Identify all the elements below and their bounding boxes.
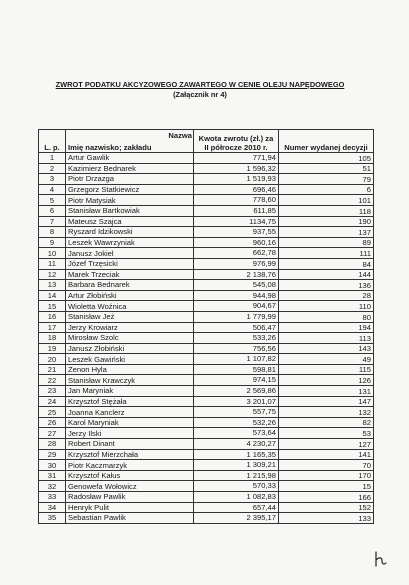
row-lp: 31 [39,470,66,481]
row-amount: 937,55 [194,227,279,238]
row-amount: 611,85 [194,205,279,216]
row-amount: 1 165,35 [194,449,279,460]
row-name: Jan Maryniak [66,386,194,397]
row-decision: 28 [279,290,374,301]
row-lp: 34 [39,502,66,513]
table-row [39,269,374,280]
row-decision: 6 [279,184,374,195]
table-row [39,354,374,365]
row-amount: 4 230,27 [194,439,279,450]
row-amount: 1 519,93 [194,174,279,185]
row-lp: 5 [39,195,66,206]
row-lp: 26 [39,417,66,428]
table-row [39,174,374,185]
row-decision: 194 [279,322,374,333]
row-name: Piotr Drzazga [66,174,194,185]
row-amount: 506,47 [194,322,279,333]
row-decision: 137 [279,227,374,238]
table-row [39,153,374,164]
row-name: Piotr Matysiak [66,195,194,206]
header-name-text: Imię nazwisko; zakładu [68,143,152,152]
row-decision: 144 [279,269,374,280]
row-decision: 141 [279,449,374,460]
row-amount: 532,26 [194,417,279,428]
row-decision: 143 [279,343,374,354]
table-body [39,153,374,524]
table-row [39,343,374,354]
row-decision: 133 [279,513,374,524]
row-lp: 15 [39,301,66,312]
handwritten-signature-icon [373,550,389,568]
row-decision: 89 [279,237,374,248]
row-lp: 23 [39,386,66,397]
row-lp: 25 [39,407,66,418]
row-amount: 904,67 [194,301,279,312]
row-name: Artur Gawlik [66,153,194,164]
row-amount: 976,99 [194,258,279,269]
table-row [39,301,374,312]
row-decision: 126 [279,375,374,386]
row-lp: 21 [39,364,66,375]
row-decision: 53 [279,428,374,439]
header-lp: L. p. [39,130,66,153]
row-amount: 2 569,86 [194,386,279,397]
row-decision: 152 [279,502,374,513]
row-name: Mateusz Szajca [66,216,194,227]
row-lp: 29 [39,449,66,460]
row-name: Karol Maryniak [66,417,194,428]
row-name: Joanna Kanclerz [66,407,194,418]
row-amount: 2 395,17 [194,513,279,524]
row-lp: 2 [39,163,66,174]
table-row [39,333,374,344]
row-name: Krzysztof Mierzchała [66,449,194,460]
row-name: Stanisław Krawczyk [66,375,194,386]
row-decision: 80 [279,311,374,322]
table-row [39,237,374,248]
row-lp: 18 [39,333,66,344]
row-amount: 1 596,32 [194,163,279,174]
row-lp: 7 [39,216,66,227]
row-decision: 166 [279,492,374,503]
row-amount: 944,98 [194,290,279,301]
row-name: Mirosław Szolc [66,333,194,344]
row-name: Ryszard Idzikowski [66,227,194,238]
table-row [39,386,374,397]
row-name: Marek Trzeciak [66,269,194,280]
table-row [39,439,374,450]
row-lp: 8 [39,227,66,238]
row-name: Krzysztof Stężała [66,396,194,407]
row-name: Leszek Gawiński [66,354,194,365]
row-name: Grzegorz Statkiewicz [66,184,194,195]
row-decision: 70 [279,460,374,471]
document-title-block [20,80,380,100]
table-row [39,216,374,227]
row-name: Janusz Złobiński [66,343,194,354]
row-amount: 1 082,83 [194,492,279,503]
row-amount: 598,81 [194,364,279,375]
table-row [39,513,374,524]
row-lp: 14 [39,290,66,301]
table-row [39,163,374,174]
row-lp: 4 [39,184,66,195]
table-row [39,396,374,407]
table-row [39,227,374,238]
table-row [39,248,374,259]
row-lp: 22 [39,375,66,386]
row-lp: 11 [39,258,66,269]
row-name: Henryk Pulit [66,502,194,513]
row-lp: 20 [39,354,66,365]
row-name: Stanisław Jeż [66,311,194,322]
row-decision: 131 [279,386,374,397]
table-row [39,280,374,291]
row-name: Zenon Hyla [66,364,194,375]
header-name [66,130,194,153]
row-amount: 1 309,21 [194,460,279,471]
row-decision: 113 [279,333,374,344]
table-row [39,492,374,503]
row-name: Kazimierz Bednarek [66,163,194,174]
row-decision: 79 [279,174,374,185]
header-decision: Numer wydanej decyzji [279,130,374,153]
row-decision: 147 [279,396,374,407]
row-decision: 51 [279,163,374,174]
row-decision: 136 [279,280,374,291]
row-decision: 82 [279,417,374,428]
row-amount: 557,75 [194,407,279,418]
row-decision: 84 [279,258,374,269]
row-lp: 30 [39,460,66,471]
row-name: Genowefa Wołowicz [66,481,194,492]
row-lp: 33 [39,492,66,503]
row-name: Jerzy Krowiarz [66,322,194,333]
row-decision: 127 [279,439,374,450]
row-lp: 16 [39,311,66,322]
row-amount: 1 107,82 [194,354,279,365]
table-row [39,311,374,322]
table-row [39,417,374,428]
row-amount: 974,15 [194,375,279,386]
row-amount: 570,33 [194,481,279,492]
row-name: Stanisław Bartkowiak [66,205,194,216]
row-amount: 778,60 [194,195,279,206]
table-row [39,460,374,471]
table-row [39,205,374,216]
row-name: Józef Trzęsicki [66,258,194,269]
row-lp: 6 [39,205,66,216]
row-amount: 1 779,99 [194,311,279,322]
table-row [39,364,374,375]
row-amount: 2 138,76 [194,269,279,280]
row-decision: 190 [279,216,374,227]
row-amount: 573,64 [194,428,279,439]
row-decision: 170 [279,470,374,481]
table-row [39,195,374,206]
row-lp: 32 [39,481,66,492]
document-title: ZWROT PODATKU AKCYZOWEGO ZAWARTEGO W CENIE OLEJU NAPĘDOWEGO [55,80,345,89]
row-amount: 756,56 [194,343,279,354]
table-row [39,428,374,439]
table-row [39,258,374,269]
row-lp: 17 [39,322,66,333]
row-name: Piotr Kaczmarzyk [66,460,194,471]
row-lp: 13 [39,280,66,291]
table-row [39,290,374,301]
row-amount: 696,46 [194,184,279,195]
document-subtitle: (Załącznik nr 4) [173,90,227,99]
row-lp: 3 [39,174,66,185]
row-lp: 35 [39,513,66,524]
table-row [39,407,374,418]
row-amount: 662,78 [194,248,279,259]
table-row [39,375,374,386]
row-name: Barbara Bednarek [66,280,194,291]
row-lp: 19 [39,343,66,354]
table-row [39,322,374,333]
table-row [39,502,374,513]
row-name: Wioletta Woźnica [66,301,194,312]
row-decision: 111 [279,248,374,259]
header-row [39,130,374,153]
row-name: Jerzy Ilski [66,428,194,439]
row-decision: 105 [279,153,374,164]
row-amount: 960,16 [194,237,279,248]
row-name: Leszek Wawrzyniak [66,237,194,248]
row-decision: 118 [279,205,374,216]
table-row [39,481,374,492]
row-name: Robert Dinant [66,439,194,450]
header-amount: Kwota zwrotu (zł.) za II półrocze 2010 r. [194,130,279,153]
row-decision: 115 [279,364,374,375]
row-name: Krzysztof Kałus [66,470,194,481]
refund-table [38,129,374,524]
row-decision: 101 [279,195,374,206]
row-decision: 15 [279,481,374,492]
row-lp: 24 [39,396,66,407]
row-amount: 1134,75 [194,216,279,227]
row-lp: 9 [39,237,66,248]
row-amount: 1 215,98 [194,470,279,481]
row-lp: 10 [39,248,66,259]
row-decision: 49 [279,354,374,365]
header-name-extra: Nazwa [168,131,192,140]
row-lp: 1 [39,153,66,164]
row-amount: 533,26 [194,333,279,344]
row-amount: 771,94 [194,153,279,164]
row-name: Janusz Jokiel [66,248,194,259]
row-decision: 132 [279,407,374,418]
row-decision: 110 [279,301,374,312]
table-row [39,449,374,460]
row-amount: 657,44 [194,502,279,513]
row-lp: 28 [39,439,66,450]
table-header [39,130,374,153]
row-name: Radosław Pawlik [66,492,194,503]
row-lp: 12 [39,269,66,280]
row-amount: 545,08 [194,280,279,291]
table-row [39,470,374,481]
row-amount: 3 201,07 [194,396,279,407]
table-row [39,184,374,195]
row-name: Sebastian Pawlik [66,513,194,524]
row-lp: 27 [39,428,66,439]
row-name: Artur Złobiński [66,290,194,301]
